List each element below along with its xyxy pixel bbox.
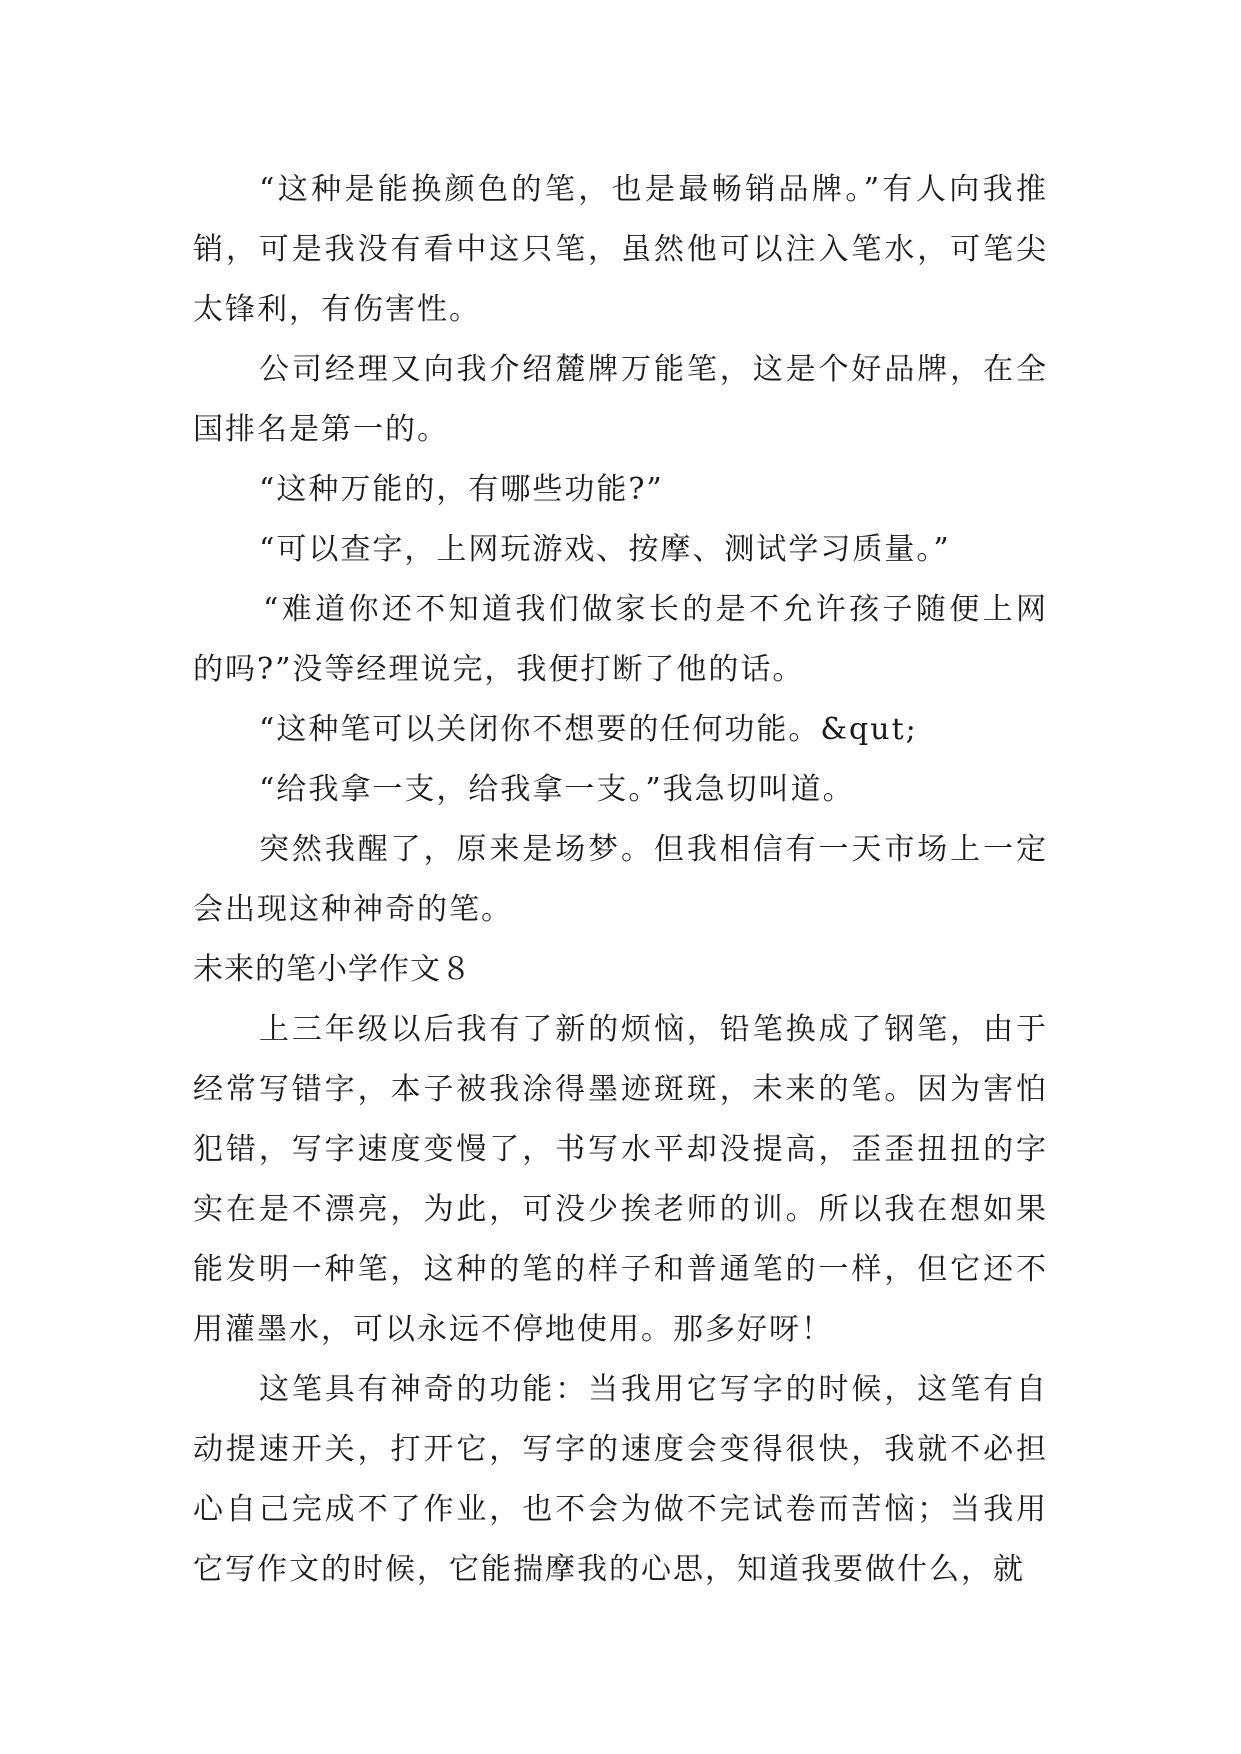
paragraph: “这种笔可以关闭你不想要的任何功能。&qut; — [259, 712, 918, 747]
paragraph: 突然我醒了，原来是场梦。但我相信有一天市场上一定会出现这种神奇的笔。 — [193, 832, 1048, 927]
paragraph: “这种是能换颜色的笔，也是最畅销品牌。”有人向我推销，可是我没有看中这只笔，虽然他可以注入笔水，可笔尖太锋利，有伤害性。 — [193, 172, 1048, 327]
paragraph: “这种万能的，有哪些功能?” — [259, 472, 664, 507]
document-body — [193, 160, 1048, 1600]
paragraph: “难道你还不知道我们做家长的是不允许孩子随便上网的吗?”没等经理说完，我便打断了他的话。 — [193, 592, 1048, 687]
paragraph: “可以查字，上网玩游戏、按摩、测试学习质量。” — [259, 532, 951, 567]
section-title: 未来的笔小学作文８ — [193, 952, 472, 987]
paragraph: “给我拿一支，给我拿一支。”我急切叫道。 — [259, 772, 855, 807]
paragraph: 上三年级以后我有了新的烦恼，铅笔换成了钢笔，由于经常写错字，本子被我涂得墨迹斑斑，未来的笔。因为害怕犯错，写字速度变慢了，书写水平却没提高，歪歪扭扭的字实在是不漂亮，为此，可没少挨老师的训。所以我在想如果能发明一种笔，这种的笔的样子和普通笔的一样，但它还不用灌墨水，可以永远不停地使用。那多好呀！ — [193, 1012, 1048, 1347]
paragraph: 公司经理又向我介绍麓牌万能笔，这是个好品牌，在全国排名是第一的。 — [193, 352, 1048, 447]
paragraph: 这笔具有神奇的功能：当我用它写字的时候，这笔有自动提速开关，打开它，写字的速度会变得很快，我就不必担心自己完成不了作业，也不会为做不完试卷而苦恼；当我用它写作文的时候，它能揣摩我的心思，知道我要做什么，就 — [193, 1372, 1048, 1587]
